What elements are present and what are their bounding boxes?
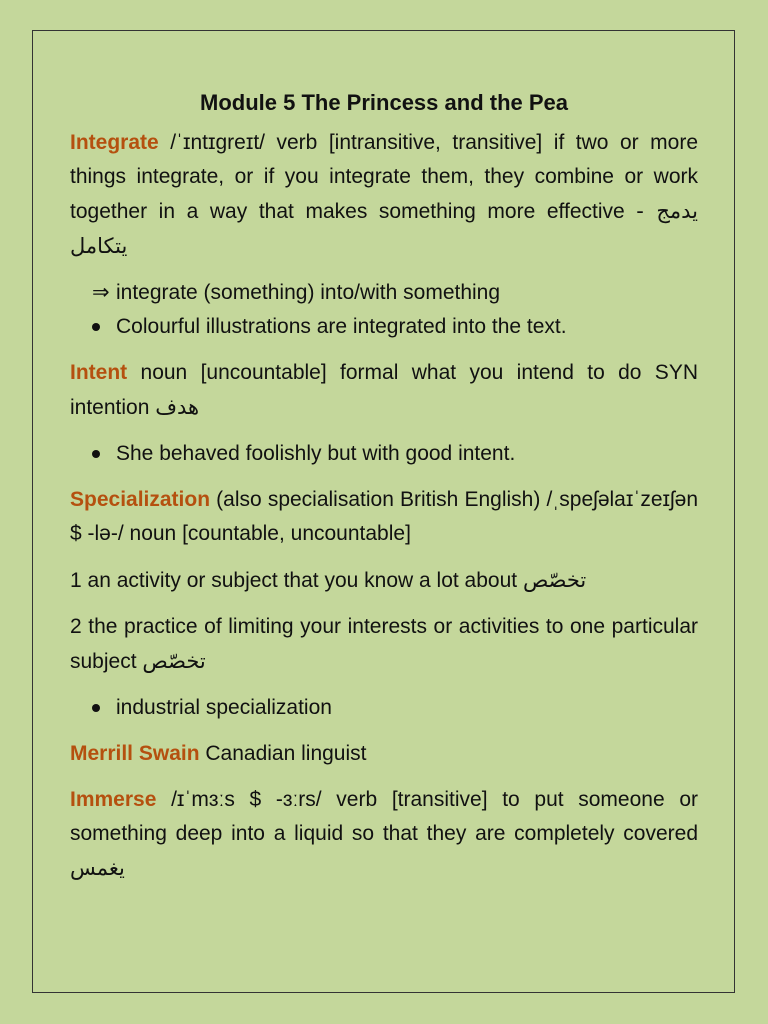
list-specialization (70, 691, 698, 725)
specialization-sense-2 (70, 610, 698, 679)
example-sentence: Colourful illustrations are integrated into the text. (116, 315, 567, 338)
document-body (70, 86, 698, 898)
list-item (92, 276, 698, 310)
sense-1-text: 1 an activity or subject that you know a lot about (70, 569, 523, 592)
definition-specialization: (also specialisation British English) /ˌspeʃəlaɪˈzeɪʃən $ -lə-/ noun [countable, uncountable] (70, 488, 698, 545)
example-phrase: integrate (something) into/with something (116, 281, 501, 304)
term-immerse: Immerse (70, 788, 157, 811)
definition-integrate: /ˈɪntɪɡreɪt/ verb [intransitive, transitive] if two or more things integrate, or if you integrate them, they combine or work together in a way that makes something more effective (70, 131, 698, 223)
entry-intent (70, 356, 698, 425)
arabic-intent: هدف (155, 395, 200, 419)
definition-immerse: /ɪˈmɜːs $ -ɜːrs/ verb [transitive] to put someone or something deep into a liquid so that they are completely covered (70, 788, 698, 845)
specialization-sense-1 (70, 563, 698, 598)
arabic-sense-2: تخصّص (142, 649, 206, 673)
example-phrase: industrial specialization (116, 696, 332, 719)
example-sentence: She behaved foolishly but with good intent. (116, 442, 516, 465)
term-integrate: Integrate (70, 131, 159, 154)
definition-merrill-swain: Canadian linguist (199, 742, 367, 765)
entry-merrill-swain (70, 737, 698, 771)
list-item (92, 691, 698, 725)
entry-specialization (70, 483, 698, 551)
list-item (92, 310, 698, 344)
list-intent (70, 437, 698, 471)
double-right-arrow-icon: ⇒ (92, 281, 110, 304)
term-intent: Intent (70, 361, 128, 384)
arabic-integrate: يدمج - يتكامل (70, 199, 698, 258)
entry-integrate (70, 126, 698, 264)
term-merrill-swain: Merrill Swain (70, 742, 200, 765)
list-item (92, 437, 698, 471)
arabic-sense-1: تخصّص (522, 568, 587, 592)
term-specialization: Specialization (70, 488, 211, 511)
sense-2-text: 2 the practice of limiting your interests or activities to one particular subject (70, 615, 698, 673)
page-title: Module 5 The Princess and the Pea (200, 90, 568, 115)
arabic-immerse: يغمس (70, 856, 125, 880)
list-integrate (70, 276, 698, 344)
entry-immerse (70, 783, 698, 886)
definition-intent: noun [uncountable] formal what you intend to do SYN intention (70, 361, 698, 419)
